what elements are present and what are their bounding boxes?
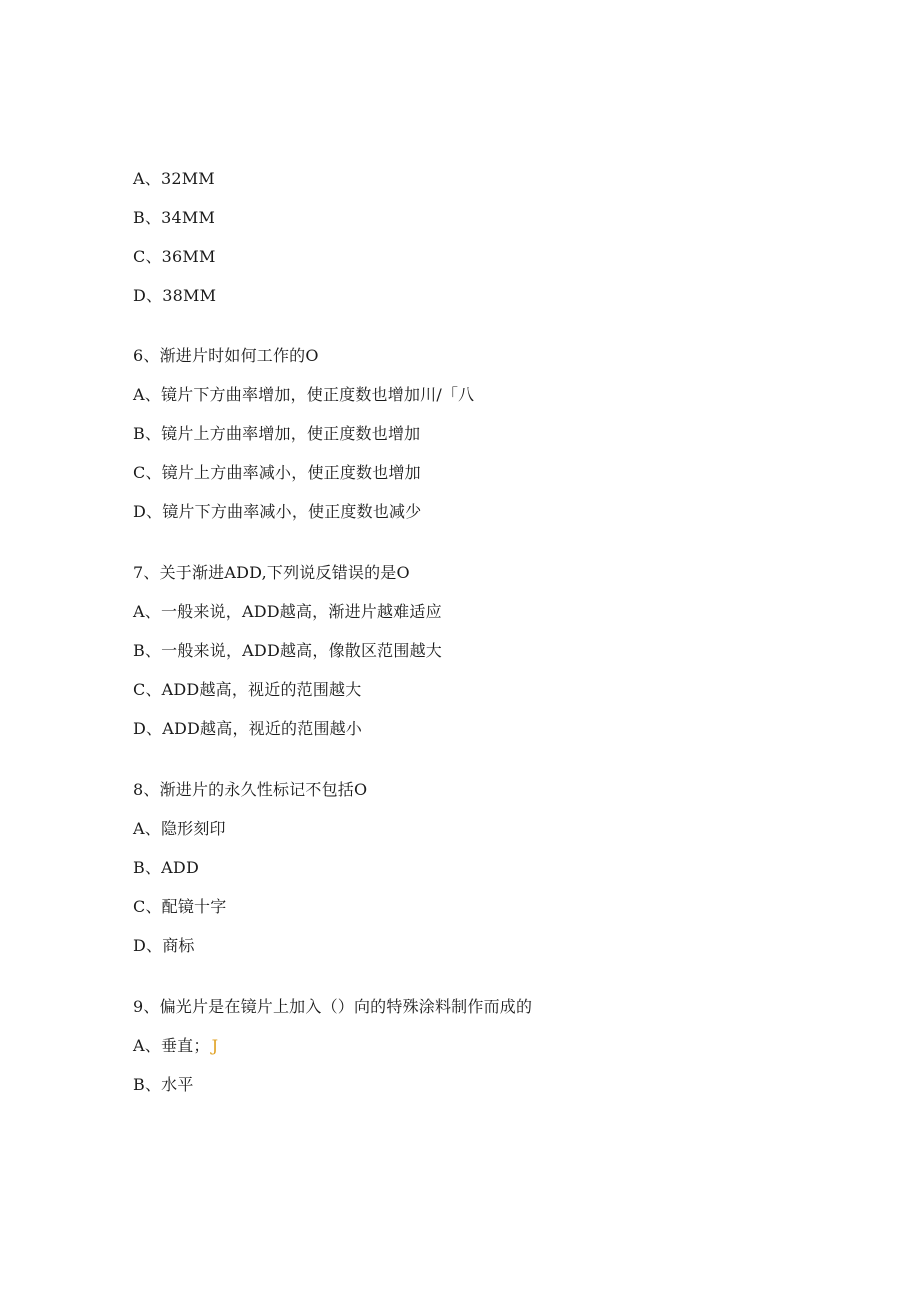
q7-option-a: A、一般来说，ADD越高，渐进片越难适应 <box>133 602 442 621</box>
question-6: 6、渐进片时如何工作的O <box>133 346 319 365</box>
q7-option-d: D、ADD越高，视近的范围越小 <box>133 719 363 738</box>
q5-option-d: D、38MM <box>133 286 217 305</box>
q6-option-a: A、镜片下方曲率增加，使正度数也增加川/「八 <box>133 385 475 404</box>
q9-option-a-text: A、垂直； <box>133 1036 210 1055</box>
q5-option-c: C、36MM <box>133 247 216 266</box>
question-8: 8、渐进片的永久性标记不包括O <box>133 780 368 799</box>
question-7: 7、关于渐进ADD,下列说反错误的是O <box>133 563 410 582</box>
q7-option-b: B、一般来说，ADD越高，像散区范围越大 <box>133 641 442 660</box>
q8-option-b: B、ADD <box>133 858 199 877</box>
q9-option-a <box>133 1036 218 1056</box>
q6-option-d: D、镜片下方曲率减小，使正度数也减少 <box>133 502 422 521</box>
q8-option-d: D、商标 <box>133 936 195 955</box>
q9-option-a-mark: J <box>211 1036 219 1055</box>
q9-option-b: B、水平 <box>133 1075 194 1094</box>
q8-option-a: A、隐形刻印 <box>133 819 226 838</box>
q7-option-c: C、ADD越高，视近的范围越大 <box>133 680 362 699</box>
q5-option-a: A、32MM <box>133 169 215 188</box>
q6-option-b: B、镜片上方曲率增加，使正度数也增加 <box>133 424 421 443</box>
question-9: 9、偏光片是在镜片上加入（）向的特殊涂料制作而成的 <box>133 997 533 1016</box>
q5-option-b: B、34MM <box>133 208 216 227</box>
q8-option-c: C、配镜十字 <box>133 897 227 916</box>
q6-option-c: C、镜片上方曲率减小，使正度数也增加 <box>133 463 421 482</box>
